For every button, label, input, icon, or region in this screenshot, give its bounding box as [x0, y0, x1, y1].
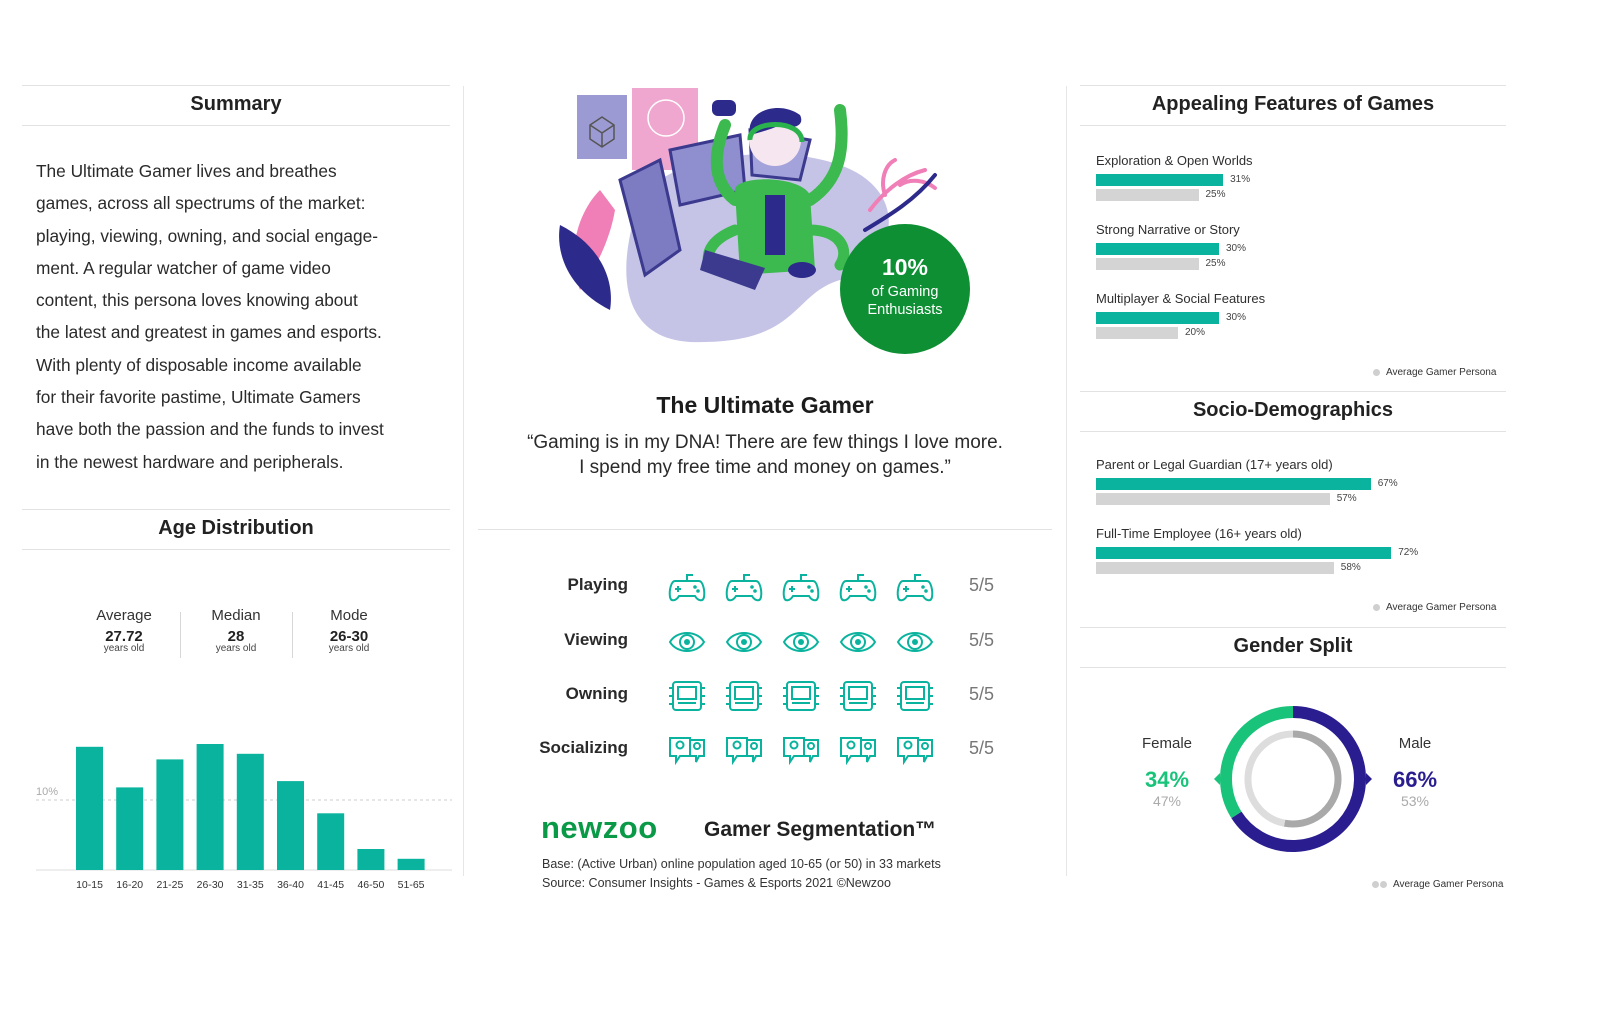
- age-bar: [237, 754, 264, 870]
- summary-line: ment. A regular watcher of game video: [36, 257, 331, 278]
- controller-icon: [712, 100, 736, 116]
- male-percent: 66%: [1392, 767, 1438, 792]
- stat-mode: [294, 607, 404, 654]
- age-bar: [116, 787, 143, 870]
- stat-unit: years old: [215, 643, 257, 654]
- legend-label: Average Gamer Persona: [1386, 602, 1497, 613]
- divider: [22, 549, 450, 550]
- stat-value: 28: [227, 628, 245, 645]
- female-arc: [1226, 712, 1293, 815]
- summary-line: content, this persona loves knowing about: [36, 290, 358, 311]
- divider: [1080, 431, 1506, 432]
- persona-bar-value: 30%: [1226, 312, 1247, 323]
- age-bar: [197, 744, 224, 870]
- gender-split-title: Gender Split: [1233, 635, 1353, 657]
- eye-icon: [724, 622, 764, 662]
- eye-icon: [838, 622, 878, 662]
- divider: [1080, 391, 1506, 392]
- persona-bar: [1096, 547, 1391, 559]
- stat-unit: years old: [328, 643, 370, 654]
- bar-label: Exploration & Open Worlds: [1096, 153, 1253, 168]
- socio-demographics-title: Socio-Demographics: [1192, 399, 1394, 421]
- stat-label: Mode: [330, 607, 368, 624]
- legend-dot: [1372, 881, 1379, 888]
- stat-unit: years old: [103, 643, 145, 654]
- female-arrow-icon: [1214, 773, 1220, 785]
- female-label: Female: [1141, 735, 1193, 752]
- average-bar: [1096, 493, 1330, 505]
- average-bar: [1096, 562, 1334, 574]
- average-bar-value: 57%: [1336, 493, 1357, 504]
- male-arrow-icon: [1366, 773, 1372, 785]
- summary-line: for their favorite pastime, Ultimate Gamers: [36, 387, 361, 408]
- average-bar-value: 25%: [1205, 189, 1226, 200]
- stat-value: 26-30: [329, 628, 369, 645]
- chat-heads-icon: [724, 730, 764, 770]
- activity-label-viewing: Viewing: [564, 630, 628, 649]
- activity-score: 5/5: [969, 630, 995, 650]
- gamepad-icon: [781, 567, 821, 607]
- age-bar: [277, 781, 304, 870]
- average-bar: [1096, 327, 1178, 339]
- age-tick-label: 21-25: [156, 879, 184, 891]
- summary-title: Summary: [190, 93, 282, 115]
- activity-label-socializing: Socializing: [539, 738, 628, 757]
- age-tick-label: 46-50: [357, 879, 385, 891]
- average-male-arc: [1285, 734, 1338, 824]
- age-tick-label: 26-30: [196, 879, 224, 891]
- summary-line: The Ultimate Gamer lives and breathes: [36, 161, 337, 181]
- activity-label-owning: Owning: [565, 684, 628, 703]
- male-label: Male: [1398, 735, 1432, 752]
- summary-text: [36, 155, 451, 478]
- summary-line: in the newest hardware and peripherals.: [36, 451, 344, 472]
- average-bar-value: 25%: [1205, 258, 1226, 269]
- hardware-chip-icon: [895, 676, 935, 716]
- activity-score: 5/5: [969, 738, 995, 758]
- cube-poster: [577, 95, 627, 159]
- gamer-shirt: [765, 195, 785, 255]
- gender-legend: [1372, 879, 1503, 890]
- persona-bar-value: 72%: [1398, 547, 1419, 558]
- age-tick-label: 36-40: [277, 879, 304, 891]
- gamepad-icon: [667, 567, 707, 607]
- gamepad-icon: [724, 567, 764, 607]
- divider: [1080, 667, 1506, 668]
- divider: [1080, 85, 1506, 86]
- stat-label: Median: [211, 607, 261, 624]
- bar-label: Full-Time Employee (16+ years old): [1096, 526, 1302, 541]
- chat-heads-icon: [781, 730, 821, 770]
- bar-label: Strong Narrative or Story: [1096, 222, 1240, 237]
- activity-score: 5/5: [969, 575, 995, 595]
- summary-line: playing, viewing, owning, and social engage-: [36, 225, 379, 246]
- summary-line: the latest and greatest in games and esports.: [36, 322, 382, 343]
- quote-line: I spend my free time and money on games.”: [579, 457, 951, 478]
- divider: [22, 509, 450, 510]
- persona-bar-value: 30%: [1226, 243, 1247, 254]
- divider: [22, 85, 450, 86]
- column-divider: [463, 86, 464, 876]
- reference-label: 10%: [36, 786, 59, 798]
- legend-label: Average Gamer Persona: [1386, 367, 1497, 378]
- age-distribution-title: Age Distribution: [158, 517, 314, 539]
- product-name: Gamer Segmentation™: [704, 818, 937, 841]
- age-bar: [76, 747, 103, 870]
- footnote-source: Source: Consumer Insights - Games & Esports 2021 ©Newzoo: [542, 876, 891, 890]
- age-tick-label: 10-15: [76, 879, 103, 891]
- average-bar: [1096, 189, 1199, 201]
- age-bar: [317, 813, 344, 870]
- legend-dot: [1373, 604, 1380, 611]
- bar-label: Parent or Legal Guardian (17+ years old): [1096, 457, 1333, 472]
- stat-separator: [292, 612, 293, 658]
- average-bar-value: 58%: [1340, 562, 1361, 573]
- quote-line: “Gaming is in my DNA! There are few things I love more.: [527, 432, 1003, 453]
- gender-donut-chart: [1212, 698, 1374, 860]
- legend-dot: [1380, 881, 1387, 888]
- column-divider: [1066, 86, 1067, 876]
- age-bar: [357, 849, 384, 870]
- eye-icon: [781, 622, 821, 662]
- mouse-icon: [788, 262, 816, 278]
- age-tick-label: 16-20: [116, 879, 144, 891]
- eye-icon: [667, 622, 707, 662]
- persona-bar-value: 31%: [1230, 174, 1251, 185]
- activity-label-playing: Playing: [567, 575, 628, 594]
- features-legend: [1373, 367, 1496, 378]
- hardware-chip-icon: [724, 676, 764, 716]
- persona-bar-value: 67%: [1377, 478, 1398, 489]
- gamepad-icon: [838, 567, 878, 607]
- stat-average: [69, 607, 179, 654]
- chat-heads-icon: [838, 730, 878, 770]
- persona-quote: [480, 430, 1050, 480]
- brand-logo: newzoo: [541, 810, 658, 845]
- hardware-chip-icon: [667, 676, 707, 716]
- average-female-arc: [1248, 734, 1293, 823]
- divider: [22, 125, 450, 126]
- divider: [1080, 627, 1506, 628]
- gamepad-icon: [895, 567, 935, 607]
- summary-line: have both the passion and the funds to invest: [36, 419, 384, 440]
- persona-bar: [1096, 174, 1223, 186]
- average-bar: [1096, 258, 1199, 270]
- male-average: 53%: [1400, 793, 1430, 809]
- legend-dot: [1373, 369, 1380, 376]
- divider: [478, 529, 1052, 530]
- eye-icon: [895, 622, 935, 662]
- badge-line: of Gaming: [871, 284, 939, 300]
- persona-bar: [1096, 312, 1219, 324]
- age-distribution-chart: [22, 730, 462, 900]
- age-tick-label: 41-45: [317, 879, 345, 891]
- age-bar: [156, 759, 183, 870]
- summary-line: With plenty of disposable income available: [36, 354, 362, 375]
- stat-value: 27.72: [105, 628, 143, 645]
- legend-label: Average Gamer Persona: [1393, 879, 1504, 890]
- chat-heads-icon: [895, 730, 935, 770]
- bar-label: Multiplayer & Social Features: [1096, 291, 1266, 306]
- features-title: Appealing Features of Games: [1151, 93, 1435, 115]
- summary-line: games, across all spectrums of the market:: [36, 193, 366, 214]
- age-tick-label: 31-35: [236, 879, 264, 891]
- average-bar-value: 20%: [1185, 327, 1206, 338]
- persona-bar: [1096, 243, 1219, 255]
- badge-line: Enthusiasts: [867, 302, 943, 318]
- badge-percent: 10%: [881, 254, 929, 280]
- stat-label: Average: [96, 607, 152, 624]
- stat-median: [181, 607, 291, 654]
- age-tick-label: 51-65: [397, 879, 425, 891]
- female-percent: 34%: [1144, 767, 1190, 792]
- persona-bar: [1096, 478, 1371, 490]
- footnote-base: Base: (Active Urban) online population aged 10-65 (or 50) in 33 markets: [542, 857, 941, 871]
- divider: [1080, 125, 1506, 126]
- activity-score: 5/5: [969, 684, 995, 704]
- chat-heads-icon: [667, 730, 707, 770]
- socio-legend: [1373, 602, 1496, 613]
- persona-title: The Ultimate Gamer: [656, 392, 874, 418]
- female-average: 47%: [1152, 793, 1182, 809]
- hardware-chip-icon: [838, 676, 878, 716]
- age-bar: [398, 859, 425, 870]
- hardware-chip-icon: [781, 676, 821, 716]
